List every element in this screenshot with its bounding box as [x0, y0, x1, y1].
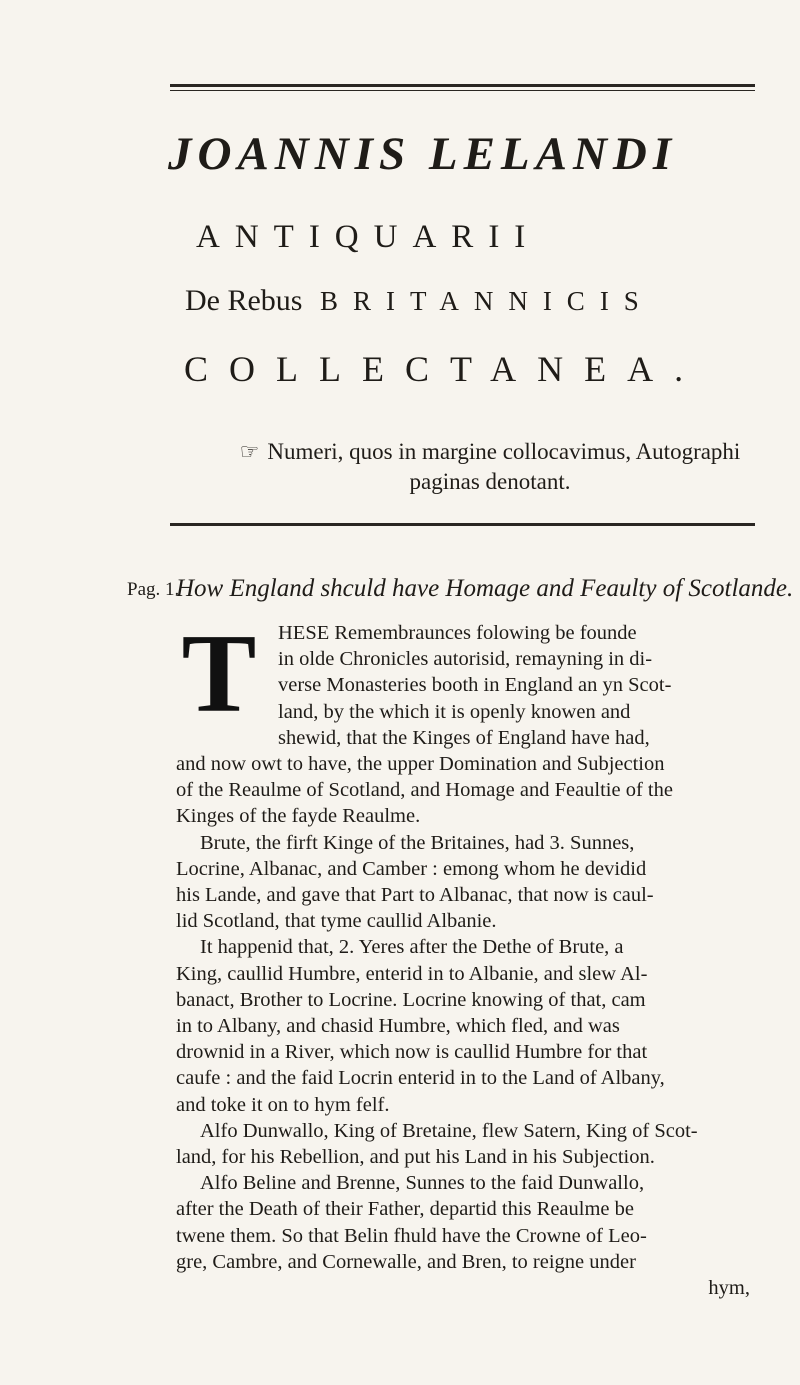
text-line: after the Death of their Father, departid this Reaulme be — [176, 1198, 634, 1221]
text-line: in to Albany, and chasid Humbre, which fled, and was — [176, 1015, 620, 1038]
book-title: JOANNIS LELANDI — [168, 128, 678, 180]
chapter-heading: How England shculd have Homage and Feaulty of Scotlande. — [176, 575, 794, 602]
text-line: drownid in a River, which now is caullid Humbre for that — [176, 1041, 648, 1064]
text-line: and now owt to have, the upper Domination and Subjection — [176, 753, 665, 776]
de-rebus-line — [185, 284, 775, 318]
text-line: caufe : and the faid Locrin enterid in to the Land of Albany, — [176, 1067, 665, 1090]
top-rule — [170, 84, 755, 92]
text-line: his Lande, and gave that Part to Albanac, that now is caul- — [176, 884, 654, 907]
text-line: Kinges of the fayde Reaulme. — [176, 805, 421, 828]
text-line: Locrine, Albanac, and Camber : emong whom he devidid — [176, 857, 647, 880]
text-line: HESE Remembraunces folowing be founde — [278, 622, 637, 644]
text-line: King, caullid Humbre, enterid in to Albanie, and slew Al- — [176, 962, 648, 985]
text-line: verse Monasteries booth in England an yn Scot- — [278, 674, 672, 697]
text-line: land, by the which it is openly knowen and — [278, 700, 631, 723]
text-line: twene them. So that Belin fhuld have the Crowne of Leo- — [176, 1224, 647, 1247]
text-line: banact, Brother to Locrine. Locrine knowing of that, cam — [176, 988, 646, 1011]
body-text — [176, 612, 756, 1301]
text-line: Alfo Beline and Brenne, Sunnes to the faid Dunwallo, — [200, 1172, 645, 1195]
britannicis: BRITANNICIS — [319, 286, 654, 316]
text-line: lid Scotland, that tyme caullid Albanie. — [176, 910, 497, 933]
editor-note — [210, 437, 770, 497]
text-line: land, for his Rebellion, and put his Land in his Subjection. — [176, 1146, 655, 1169]
text-line: hym, — [708, 1277, 750, 1300]
de-rebus-prefix: De Rebus — [185, 284, 303, 317]
text-line: It happenid that, 2. Yeres after the Dethe of Brute, a — [200, 936, 624, 959]
text-line: gre, Cambre, and Cornewalle, and Bren, to reigne under — [176, 1250, 636, 1273]
note-line-1: Numeri, quos in margine collocavimus, Autographi — [267, 439, 741, 464]
margin-page-ref: Pag. 1. — [127, 579, 180, 600]
note-line-2: paginas denotant. — [409, 469, 571, 494]
collectanea: COLLECTANEA. — [184, 349, 705, 389]
text-line: Alfo Dunwallo, King of Bretaine, flew Satern, King of Scot- — [200, 1119, 698, 1142]
text-line: and toke it on to hym felf. — [176, 1093, 390, 1116]
text-line: of the Reaulme of Scotland, and Homage and Feaultie of the — [176, 779, 673, 802]
text-line: shewid, that the Kinges of England have had, — [278, 726, 650, 749]
section-rule — [170, 523, 755, 526]
text-line: in olde Chronicles autorisid, remayning in di- — [278, 648, 653, 671]
drop-cap: T — [181, 612, 257, 736]
text-line: Brute, the firft Kinge of the Britaines, had 3. Sunnes, — [200, 831, 635, 854]
pointing-hand-icon: ☞ — [239, 439, 260, 464]
subtitle-antiquarii: ANTIQUARII — [196, 219, 541, 255]
